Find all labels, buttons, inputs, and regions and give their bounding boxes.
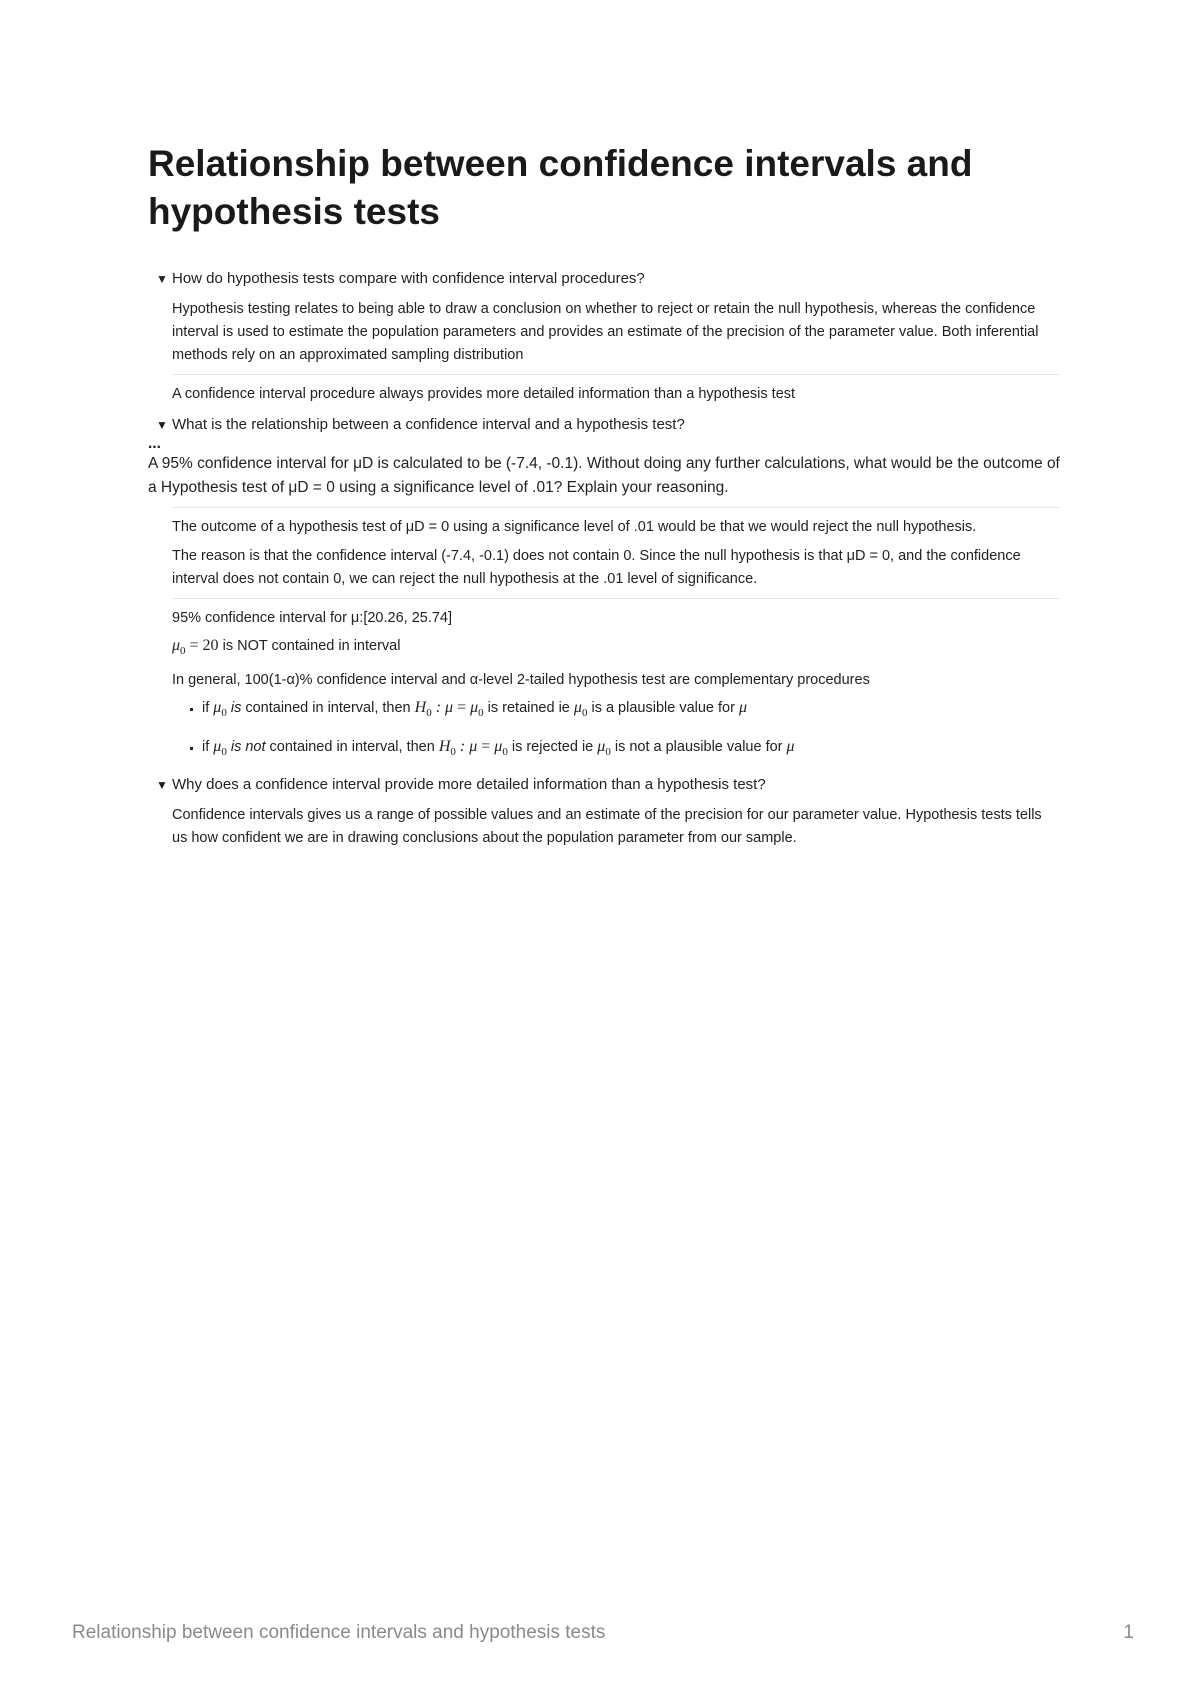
toggle-label: How do hypothesis tests compare with confidence interval procedures? bbox=[172, 270, 645, 287]
toggle-label: Why does a confidence interval provide more detailed information than a hypothesis test? bbox=[172, 776, 766, 794]
paragraph: Hypothesis testing relates to being able to draw a conclusion on whether to reject or retain the null hypothesis, whereas the confidence interval is used to estimate the population parameters and provides an estimate of the precision of the parameter value. Both inferential methods rely on an approximated sampling distribution bbox=[172, 301, 1039, 363]
toggle-relationship[interactable] bbox=[156, 414, 1060, 436]
answer-block bbox=[156, 516, 1060, 591]
list-item bbox=[202, 696, 1060, 725]
toggle-label: What is the relationship between a confidence interval and a hypothesis test? bbox=[172, 416, 685, 433]
math-mu0: $\mu_0$ bbox=[213, 738, 227, 759]
math-eq: = 20 bbox=[185, 637, 219, 654]
triangle-down-icon[interactable]: ▼ bbox=[156, 778, 168, 793]
general-statement: In general, 100(1-α)% confidence interval and α-level 2-tailed hypothesis test are complementary procedures bbox=[172, 671, 870, 688]
page-title: Relationship between confidence intervals and hypothesis tests bbox=[148, 143, 973, 232]
answer-paragraph: The reason is that the confidence interval (-7.4, -0.1) does not contain 0. Since the null hypothesis is that μD = 0, and the confidence interval does not contain 0, we can reject the null hypothesis at the .01 level of significance. bbox=[172, 548, 1021, 587]
triangle-down-icon[interactable]: ▼ bbox=[156, 272, 168, 286]
toggle-relationship-body bbox=[148, 435, 1060, 764]
math-mu0: $\mu_0$ bbox=[597, 738, 611, 759]
divider bbox=[172, 374, 1060, 375]
math-mu: μ bbox=[786, 738, 795, 756]
paragraph: Confidence intervals gives us a range of possible values and an estimate of the precision for our parameter value. Hypothesis tests tells us how confident we are in drawing conclusions about the population parameter from our sample. bbox=[172, 807, 1042, 847]
math-h0: $H_0$ : $\mu = \mu_0$ bbox=[414, 698, 484, 720]
text: if bbox=[202, 699, 214, 716]
math-mu0: $\mu_0$ bbox=[573, 698, 588, 720]
mu0-text: is NOT contained in interval bbox=[218, 638, 401, 654]
text: contained in interval, then bbox=[241, 699, 415, 716]
ci-line: 95% confidence interval for μ:[20.26, 25.74] bbox=[172, 610, 453, 626]
triangle-down-icon[interactable]: ▼ bbox=[156, 418, 168, 432]
text: if bbox=[202, 739, 214, 756]
example-block bbox=[156, 607, 1060, 764]
math-mu: μ bbox=[738, 698, 747, 716]
text: is rejected ie bbox=[507, 739, 598, 756]
math-mu0: $\mu_0$ bbox=[213, 698, 227, 720]
math-h0: $H_0$ : $\mu = \mu_0$ bbox=[438, 738, 508, 759]
text: is a plausible value for bbox=[587, 699, 739, 716]
question: A 95% confidence interval for μD is calculated to be (-7.4, -0.1). Without doing any further calculations, what would be the outcome of a Hypothesis test of μD = 0 using a significance level of .01? Explain your reasoning. bbox=[148, 455, 1060, 496]
divider bbox=[172, 598, 1060, 599]
toggle-compare-body bbox=[156, 298, 1060, 367]
list-item bbox=[202, 735, 1060, 764]
divider bbox=[172, 507, 1060, 508]
footer-title: Relationship between confidence intervals and hypothesis tests bbox=[72, 1622, 606, 1643]
callout bbox=[156, 383, 1060, 406]
text: contained in interval, then bbox=[265, 739, 439, 756]
toggle-why-detailed[interactable] bbox=[156, 774, 1060, 796]
content bbox=[148, 268, 1060, 850]
page-number: 1 bbox=[1123, 1622, 1134, 1643]
math-sub: 0 bbox=[180, 644, 186, 657]
mu0-line bbox=[172, 634, 1060, 663]
bullet-list bbox=[172, 696, 1060, 764]
text: is not a plausible value for bbox=[610, 739, 787, 756]
emphasis: is not bbox=[230, 739, 266, 756]
paragraph: A confidence interval procedure always provides more detailed information than a hypothesis test bbox=[172, 386, 796, 402]
answer-paragraph: The outcome of a hypothesis test of μD = 0 using a significance level of .01 would be that we would reject the null hypothesis. bbox=[172, 519, 977, 535]
toggle-compare[interactable] bbox=[156, 268, 1060, 290]
text: is retained ie bbox=[483, 699, 574, 716]
emphasis: is bbox=[230, 699, 242, 716]
toggle-why-detailed-body bbox=[156, 804, 1060, 850]
math-mu: μ bbox=[172, 637, 181, 654]
ellipsis: ... bbox=[148, 435, 161, 452]
